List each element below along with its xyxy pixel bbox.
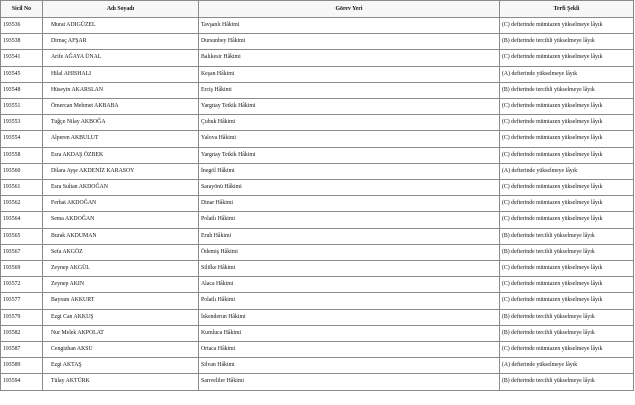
gorev-yeri-cell: Keşan Hâkimi — [199, 66, 500, 82]
table-row — [1, 293, 634, 309]
table-row — [1, 277, 634, 293]
gorev-yeri-cell: Sarıveliler Hâkimi — [199, 374, 500, 390]
ad-soyadi-cell: Zeynep AKIN — [43, 277, 199, 293]
terfi-sekli-cell: (A) defterinde yükselmeye lâyık — [500, 66, 634, 82]
terfi-sekli-cell: (C) defterinde mümtazen yükselmeye lâyık — [500, 180, 634, 196]
sicil-no-cell: 193558 — [1, 147, 43, 163]
gorev-yeri-cell: Dursunbey Hâkimi — [199, 34, 500, 50]
terfi-sekli-cell: (C) defterinde mümtazen yükselmeye lâyık — [500, 18, 634, 34]
ad-soyadi-cell: Alperen AKBULUT — [43, 131, 199, 147]
ad-soyadi-cell: Bayram AKKURT — [43, 293, 199, 309]
table-row — [1, 244, 634, 260]
sicil-no-cell: 193553 — [1, 115, 43, 131]
gorev-yeri-cell: Sarayönü Hâkimi — [199, 180, 500, 196]
terfi-sekli-cell: (A) defterinde yükselmeye lâyık — [500, 163, 634, 179]
gorev-yeri-cell: Balıkesir Hâkimi — [199, 50, 500, 66]
ad-soyadi-cell: Esra AKDAŞ ÖZBEK — [43, 147, 199, 163]
table-row — [1, 115, 634, 131]
sicil-no-cell: 193561 — [1, 180, 43, 196]
ad-soyadi-cell: Esra Sultan AKDOĞAN — [43, 180, 199, 196]
sicil-no-cell: 193579 — [1, 309, 43, 325]
gorev-yeri-cell: Erciş Hâkimi — [199, 82, 500, 98]
terfi-sekli-cell: (B) defterinde tercihli yükselmeye lâyık — [500, 82, 634, 98]
gorev-yeri-cell: Yargıtay Tetkik Hâkimi — [199, 99, 500, 115]
gorev-yeri-cell: Çubuk Hâkimi — [199, 115, 500, 131]
terfi-sekli-cell: (C) defterinde mümtazen yükselmeye lâyık — [500, 277, 634, 293]
sicil-no-cell: 193587 — [1, 342, 43, 358]
ad-soyadi-cell: Cengizhan AKSU — [43, 342, 199, 358]
gorev-yeri-cell: Tavşanlı Hâkimi — [199, 18, 500, 34]
ad-soyadi-cell: Tuğçe Nilay AKBOĞA — [43, 115, 199, 131]
ad-soyadi-cell: Ömercan Mehmet AKBABA — [43, 99, 199, 115]
table-row — [1, 374, 634, 390]
table-row — [1, 99, 634, 115]
sicil-no-cell: 193567 — [1, 244, 43, 260]
ad-soyadi-cell: Arife AĞAYA ÜNAL — [43, 50, 199, 66]
table-row — [1, 18, 634, 34]
gorev-yeri-cell: Silvan Hâkimi — [199, 358, 500, 374]
terfi-sekli-cell: (C) defterinde mümtazen yükselmeye lâyık — [500, 99, 634, 115]
ad-soyadi-cell: Hüseyin AKARSLAN — [43, 82, 199, 98]
sicil-no-cell: 193538 — [1, 34, 43, 50]
table-row — [1, 82, 634, 98]
terfi-sekli-cell: (B) defterinde tercihli yükselmeye lâyık — [500, 309, 634, 325]
table-row — [1, 261, 634, 277]
terfi-sekli-cell: (C) defterinde mümtazen yükselmeye lâyık — [500, 131, 634, 147]
table-body — [1, 18, 634, 391]
ad-soyadi-cell: Nur Melek AKPOLAT — [43, 325, 199, 341]
sicil-no-cell: 193564 — [1, 212, 43, 228]
terfi-sekli-cell: (C) defterinde mümtazen yükselmeye lâyık — [500, 50, 634, 66]
sicil-no-cell: 193582 — [1, 325, 43, 341]
table-row — [1, 66, 634, 82]
gorev-yeri-cell: Polatlı Hâkimi — [199, 212, 500, 228]
header-sicil-no: Sicil No — [1, 1, 43, 18]
terfi-sekli-cell: (C) defterinde mümtazen yükselmeye lâyık — [500, 342, 634, 358]
ad-soyadi-cell: Tülay AKTÜRK — [43, 374, 199, 390]
table-row — [1, 180, 634, 196]
sicil-no-cell: 193572 — [1, 277, 43, 293]
ad-soyadi-cell: Sefa AKGÖZ — [43, 244, 199, 260]
table-row — [1, 228, 634, 244]
sicil-no-cell: 193589 — [1, 358, 43, 374]
terfi-sekli-cell: (C) defterinde mümtazen yükselmeye lâyık — [500, 147, 634, 163]
gorev-yeri-cell: Yalova Hâkimi — [199, 131, 500, 147]
sicil-no-cell: 193594 — [1, 374, 43, 390]
sicil-no-cell: 193565 — [1, 228, 43, 244]
sicil-no-cell: 193548 — [1, 82, 43, 98]
gorev-yeri-cell: Silifke Hâkimi — [199, 261, 500, 277]
gorev-yeri-cell: İnegöl Hâkimi — [199, 163, 500, 179]
terfi-sekli-cell: (A) defterinde yükselmeye lâyık — [500, 358, 634, 374]
gorev-yeri-cell: Kumluca Hâkimi — [199, 325, 500, 341]
ad-soyadi-cell: Burak AKDUMAN — [43, 228, 199, 244]
terfi-sekli-cell: (B) defterinde tercihli yükselmeye lâyık — [500, 228, 634, 244]
header-gorev-yeri: Görev Yeri — [199, 1, 500, 18]
sicil-no-cell: 193551 — [1, 99, 43, 115]
table-row — [1, 358, 634, 374]
sicil-no-cell: 193577 — [1, 293, 43, 309]
header-row — [1, 1, 634, 18]
header-terfi-sekli: Terfi Şekli — [500, 1, 634, 18]
gorev-yeri-cell: Polatlı Hâkimi — [199, 293, 500, 309]
terfi-sekli-cell: (C) defterinde mümtazen yükselmeye lâyık — [500, 261, 634, 277]
sicil-no-cell: 193562 — [1, 196, 43, 212]
table-row — [1, 309, 634, 325]
sicil-no-cell: 193554 — [1, 131, 43, 147]
sicil-no-cell: 193569 — [1, 261, 43, 277]
gorev-yeri-cell: İskenderun Hâkimi — [199, 309, 500, 325]
ad-soyadi-cell: Dilara Ayşe AKDENİZ KARASOY — [43, 163, 199, 179]
ad-soyadi-cell: Dirnaç AFŞAR — [43, 34, 199, 50]
table-row — [1, 325, 634, 341]
terfi-sekli-cell: (B) defterinde tercihli yükselmeye lâyık — [500, 374, 634, 390]
terfi-sekli-cell: (B) defterinde tercihli yükselmeye lâyık — [500, 325, 634, 341]
table-row — [1, 147, 634, 163]
table-row — [1, 212, 634, 228]
gorev-yeri-cell: Alaca Hâkimi — [199, 277, 500, 293]
terfi-sekli-cell: (C) defterinde mümtazen yükselmeye lâyık — [500, 293, 634, 309]
ad-soyadi-cell: Zeynep AKGÜL — [43, 261, 199, 277]
table-row — [1, 131, 634, 147]
sicil-no-cell: 193536 — [1, 18, 43, 34]
table-row — [1, 196, 634, 212]
ad-soyadi-cell: Ezgi Can AKKUŞ — [43, 309, 199, 325]
terfi-sekli-cell: (B) defterinde tercihli yükselmeye lâyık — [500, 244, 634, 260]
ad-soyadi-cell: Ferhat AKDOĞAN — [43, 196, 199, 212]
gorev-yeri-cell: Eruh Hâkimi — [199, 228, 500, 244]
gorev-yeri-cell: Yargıtay Tetkik Hâkimi — [199, 147, 500, 163]
gorev-yeri-cell: Ödemiş Hâkimi — [199, 244, 500, 260]
table-row — [1, 163, 634, 179]
table-row — [1, 34, 634, 50]
terfi-sekli-cell: (C) defterinde mümtazen yükselmeye lâyık — [500, 115, 634, 131]
table-row — [1, 50, 634, 66]
ad-soyadi-cell: Murat ADIGÜZEL — [43, 18, 199, 34]
sicil-no-cell: 193545 — [1, 66, 43, 82]
sicil-no-cell: 193541 — [1, 50, 43, 66]
terfi-sekli-cell: (B) defterinde tercihli yükselmeye lâyık — [500, 34, 634, 50]
table-header — [1, 1, 634, 18]
terfi-sekli-cell: (C) defterinde mümtazen yükselmeye lâyık — [500, 196, 634, 212]
sicil-no-cell: 193560 — [1, 163, 43, 179]
table-row — [1, 342, 634, 358]
terfi-sekli-cell: (C) defterinde mümtazen yükselmeye lâyık — [500, 212, 634, 228]
ad-soyadi-cell: Ezgi AKTAŞ — [43, 358, 199, 374]
ad-soyadi-cell: Hilal AHISHALI — [43, 66, 199, 82]
gorev-yeri-cell: Dinar Hâkimi — [199, 196, 500, 212]
header-ad-soyadi: Adı Soyadı — [43, 1, 199, 18]
gorev-yeri-cell: Ortaca Hâkimi — [199, 342, 500, 358]
ad-soyadi-cell: Sema AKDOĞAN — [43, 212, 199, 228]
